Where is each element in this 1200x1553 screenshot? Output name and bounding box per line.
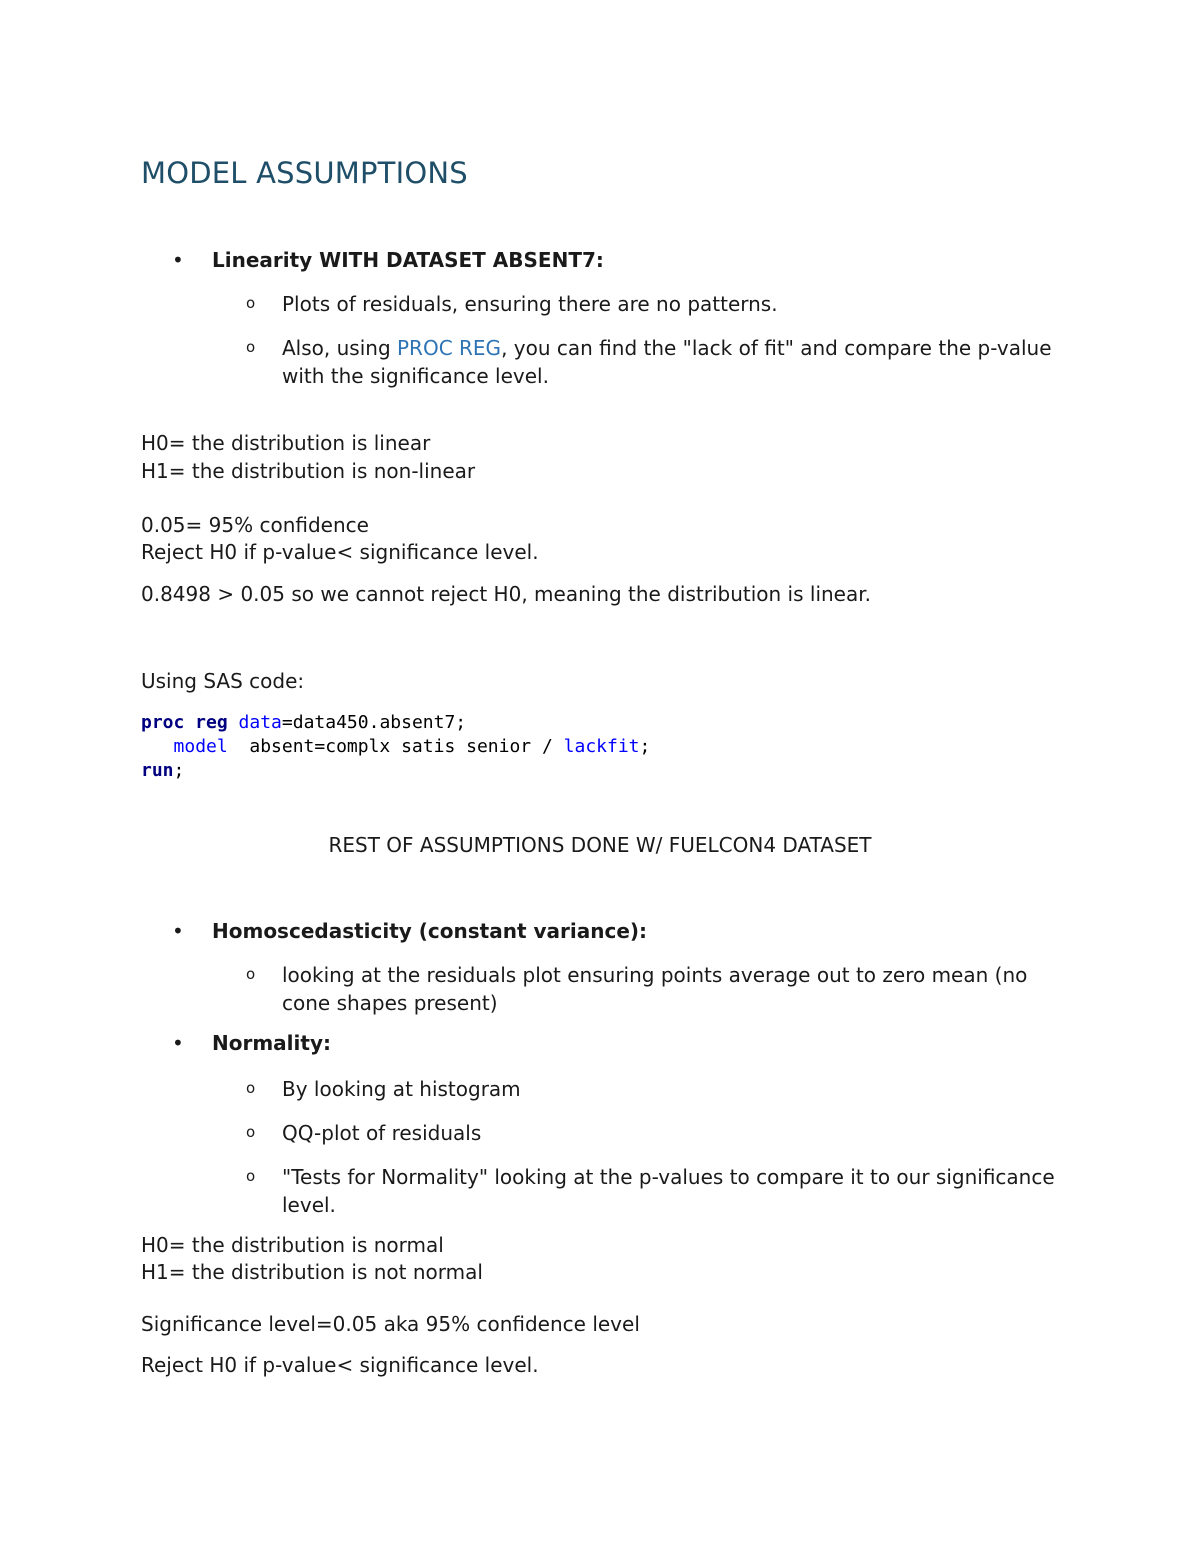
sub-item-text: Plots of residuals, ensuring there are no patterns. [282,292,778,316]
code-option: lackfit [563,736,640,757]
confidence-line: 0.05= 95% confidence [141,513,369,537]
reject-rule: Reject H0 if p-value< significance level. [141,540,539,564]
proc-reg-link[interactable]: PROC REG [397,336,502,360]
sub-item-suffix: , you can find the "lack of fit" and compare the p-value with the significance level. [282,336,1052,388]
sas-intro: Using SAS code: [141,669,305,693]
bullet-icon: • [172,919,184,943]
code-option: model [173,736,228,757]
homoscedasticity-heading: Homoscedasticity (constant variance): [212,919,648,943]
code-text: ; [639,736,651,757]
reject-rule-2: Reject H0 if p-value< significance level. [141,1353,539,1377]
code-text: absent=complx satis senior / [227,736,564,757]
sub-bullet-icon: o [246,1079,256,1097]
sub-item-prefix: Also, using [282,336,397,360]
sub-item-text: "Tests for Normality" looking at the p-values to compare it to our significance level. [282,1165,1055,1217]
sub-bullet-icon: o [246,965,256,983]
code-text: ; [173,760,185,781]
code-keyword: run [141,760,174,781]
sub-bullet-icon: o [246,1123,256,1141]
bullet-icon: • [172,1031,184,1055]
bullet-icon: • [172,248,184,272]
normality-heading: Normality: [212,1031,331,1055]
sub-item-text [282,334,1072,390]
sub-item-text: By looking at histogram [282,1077,521,1101]
linearity-heading: Linearity WITH DATASET ABSENT7: [212,248,604,272]
page-title: MODEL ASSUMPTIONS [141,156,468,190]
code-line-2 [141,736,650,757]
section-heading-fuelcon4: REST OF ASSUMPTIONS DONE W/ FUELCON4 DATASET [328,833,872,857]
linearity-result: 0.8498 > 0.05 so we cannot reject H0, meaning the distribution is linear. [141,582,871,606]
h1-nonlinear: H1= the distribution is non-linear [141,459,476,483]
sub-item-text: looking at the residuals plot ensuring points average out to zero mean (no cone shapes present) [282,963,1028,1015]
code-line-1 [141,712,466,733]
code-text: =data450.absent7; [281,712,467,733]
sub-bullet-icon: o [246,338,256,356]
sub-bullet-icon: o [246,1167,256,1185]
sub-item-text: QQ-plot of residuals [282,1121,482,1145]
code-option: data [238,712,282,733]
code-keyword: proc reg [141,712,228,733]
code-line-3 [141,760,184,781]
sub-bullet-icon: o [246,294,256,312]
h0-normal: H0= the distribution is normal [141,1233,444,1257]
h1-not-normal: H1= the distribution is not normal [141,1260,483,1284]
significance-line: Significance level=0.05 aka 95% confidence level [141,1312,640,1336]
h0-linear: H0= the distribution is linear [141,431,431,455]
